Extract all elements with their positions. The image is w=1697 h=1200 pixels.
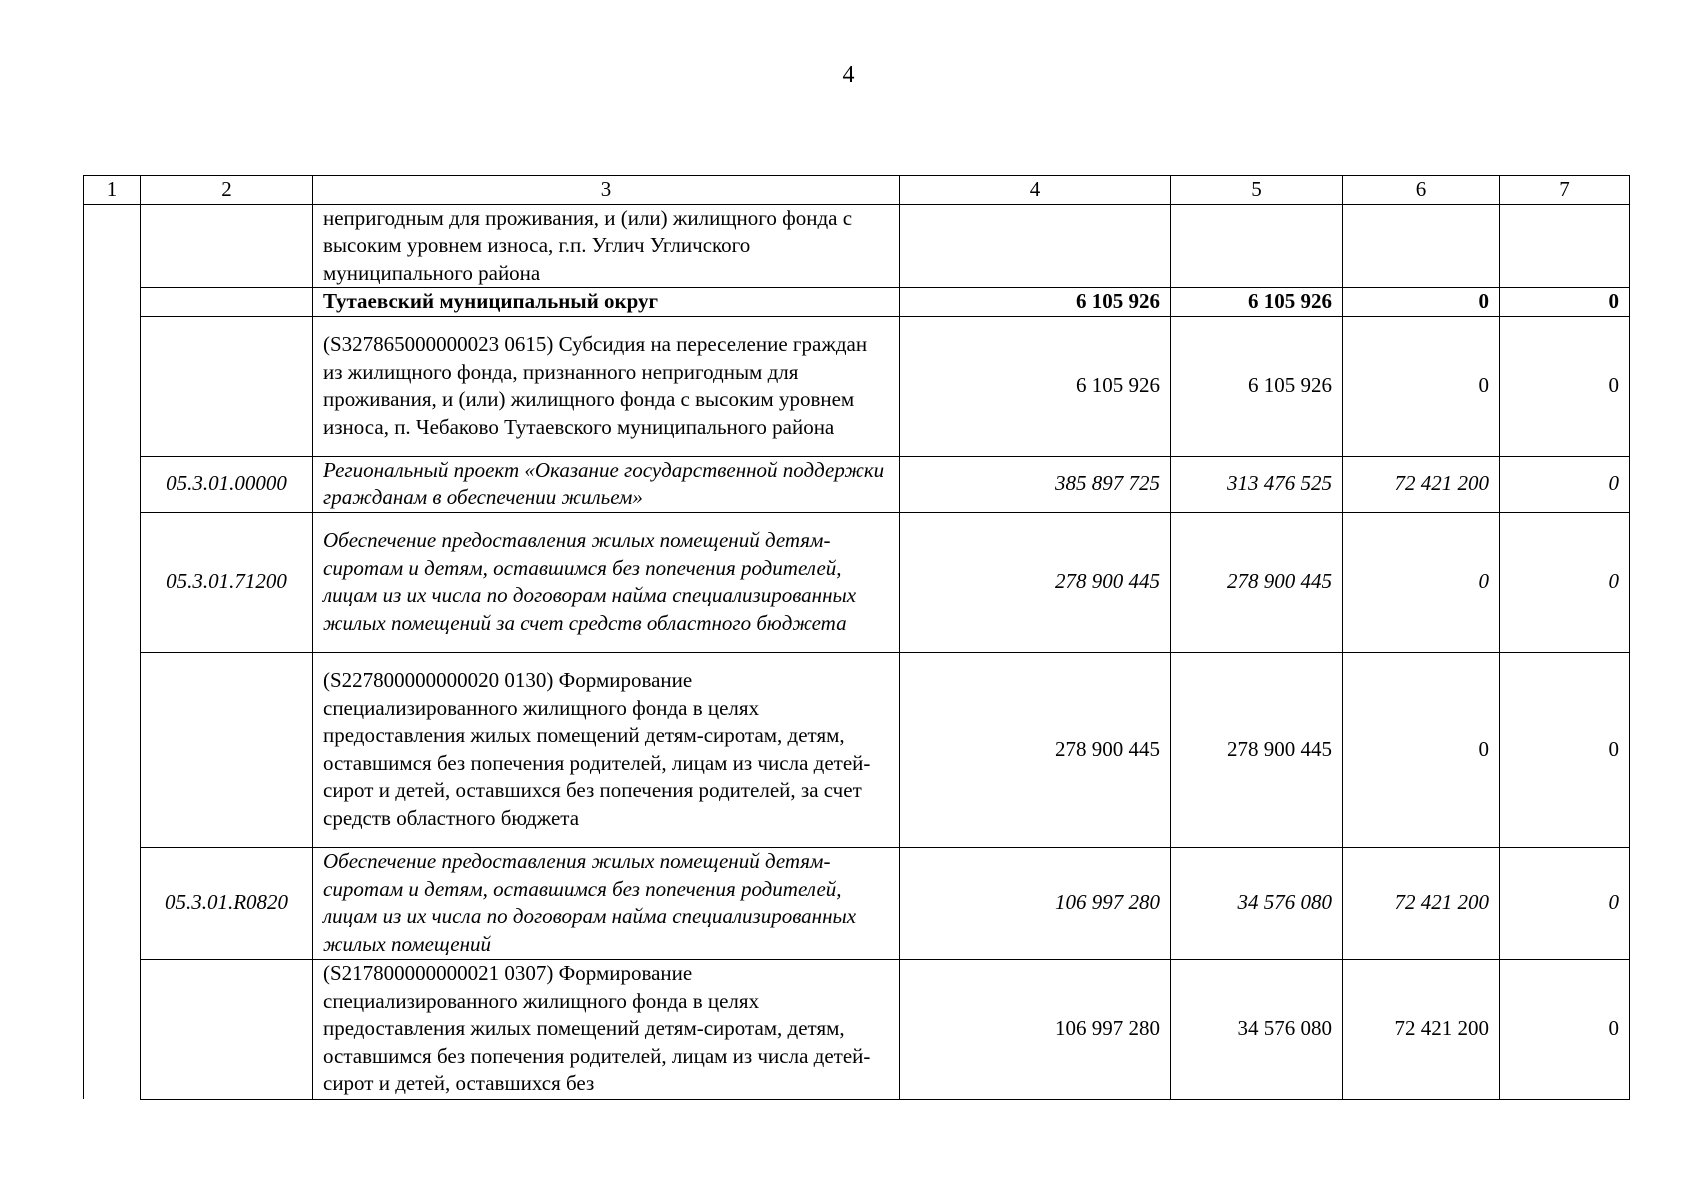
value-col4: 106 997 280 [900, 847, 1171, 959]
code-cell [141, 959, 313, 1099]
description-cell: Обеспечение предоставления жилых помещений детям-сиротам и детям, оставшимся без попечения родителей, лицам из их числа по договорам найма специализированных жилых помещений за счет средств областного бюджета [313, 512, 900, 652]
description-cell: Обеспечение предоставления жилых помещений детям-сиротам и детям, оставшимся без попечения родителей, лицам из их числа по договорам найма специализированных жилых помещений [313, 847, 900, 959]
value-col7: 0 [1500, 959, 1630, 1099]
column-header: 6 [1343, 176, 1500, 205]
value-col7: 0 [1500, 847, 1630, 959]
code-cell [141, 204, 313, 288]
code-cell [141, 652, 313, 847]
value-col6: 72 421 200 [1343, 847, 1500, 959]
column-header: 7 [1500, 176, 1630, 205]
value-col7: 0 [1500, 512, 1630, 652]
value-col5: 34 576 080 [1171, 959, 1343, 1099]
value-col5: 313 476 525 [1171, 456, 1343, 512]
description-cell: (S327865000000023 0615) Субсидия на переселение граждан из жилищного фонда, признанного непригодным для проживания, и (или) жилищного фонда с высоким уровнем износа, п. Чебаково Тутаевского муниципального района [313, 316, 900, 456]
value-col6: 0 [1343, 512, 1500, 652]
value-col4: 106 997 280 [900, 959, 1171, 1099]
table-row [84, 512, 1630, 652]
value-col4 [900, 204, 1171, 288]
value-col5: 34 576 080 [1171, 847, 1343, 959]
table-row [84, 847, 1630, 959]
value-col5: 6 105 926 [1171, 288, 1343, 317]
table-row [84, 652, 1630, 847]
value-col6: 0 [1343, 288, 1500, 317]
description-cell: непригодным для проживания, и (или) жилищного фонда с высоким уровнем износа, г.п. Углич Угличского муниципального района [313, 204, 900, 288]
column-header: 4 [900, 176, 1171, 205]
value-col7: 0 [1500, 316, 1630, 456]
description-cell: (S217800000000021 0307) Формирование специализированного жилищного фонда в целях предоставления жилых помещений детям-сиротам, детям, оставшимся без попечения родителей, лицам из числа детей-сирот и детей, оставшихся без [313, 959, 900, 1099]
description-cell: (S227800000000020 0130) Формирование специализированного жилищного фонда в целях предоставления жилых помещений детям-сиротам, детям, оставшимся без попечения родителей, лицам из числа детей-сирот и детей, оставшихся без попечения родителей, за счет средств областного бюджета [313, 652, 900, 847]
table-row [84, 204, 1630, 288]
value-col5 [1171, 204, 1343, 288]
page-number: 4 [842, 62, 855, 88]
value-col7 [1500, 204, 1630, 288]
value-col4: 6 105 926 [900, 288, 1171, 317]
column-header: 2 [141, 176, 313, 205]
value-col4: 385 897 725 [900, 456, 1171, 512]
table-row [84, 316, 1630, 456]
column-1-cell [84, 204, 141, 1099]
value-col6 [1343, 204, 1500, 288]
value-col4: 278 900 445 [900, 512, 1171, 652]
code-cell [141, 316, 313, 456]
code-cell: 05.3.01.R0820 [141, 847, 313, 959]
column-header: 5 [1171, 176, 1343, 205]
code-cell: 05.3.01.71200 [141, 512, 313, 652]
code-cell [141, 288, 313, 317]
description-cell: Региональный проект «Оказание государственной поддержки гражданам в обеспечении жильем» [313, 456, 900, 512]
value-col5: 278 900 445 [1171, 652, 1343, 847]
value-col7: 0 [1500, 456, 1630, 512]
column-header: 1 [84, 176, 141, 205]
table-row [84, 288, 1630, 317]
value-col6: 72 421 200 [1343, 959, 1500, 1099]
column-header: 3 [313, 176, 900, 205]
value-col7: 0 [1500, 652, 1630, 847]
value-col5: 6 105 926 [1171, 316, 1343, 456]
table-row [84, 959, 1630, 1099]
value-col4: 6 105 926 [900, 316, 1171, 456]
value-col4: 278 900 445 [900, 652, 1171, 847]
code-cell: 05.3.01.00000 [141, 456, 313, 512]
value-col7: 0 [1500, 288, 1630, 317]
budget-table [83, 175, 1630, 1100]
value-col5: 278 900 445 [1171, 512, 1343, 652]
header-row [84, 176, 1630, 205]
description-cell: Тутаевский муниципальный округ [313, 288, 900, 317]
table-row [84, 456, 1630, 512]
value-col6: 0 [1343, 316, 1500, 456]
value-col6: 72 421 200 [1343, 456, 1500, 512]
value-col6: 0 [1343, 652, 1500, 847]
